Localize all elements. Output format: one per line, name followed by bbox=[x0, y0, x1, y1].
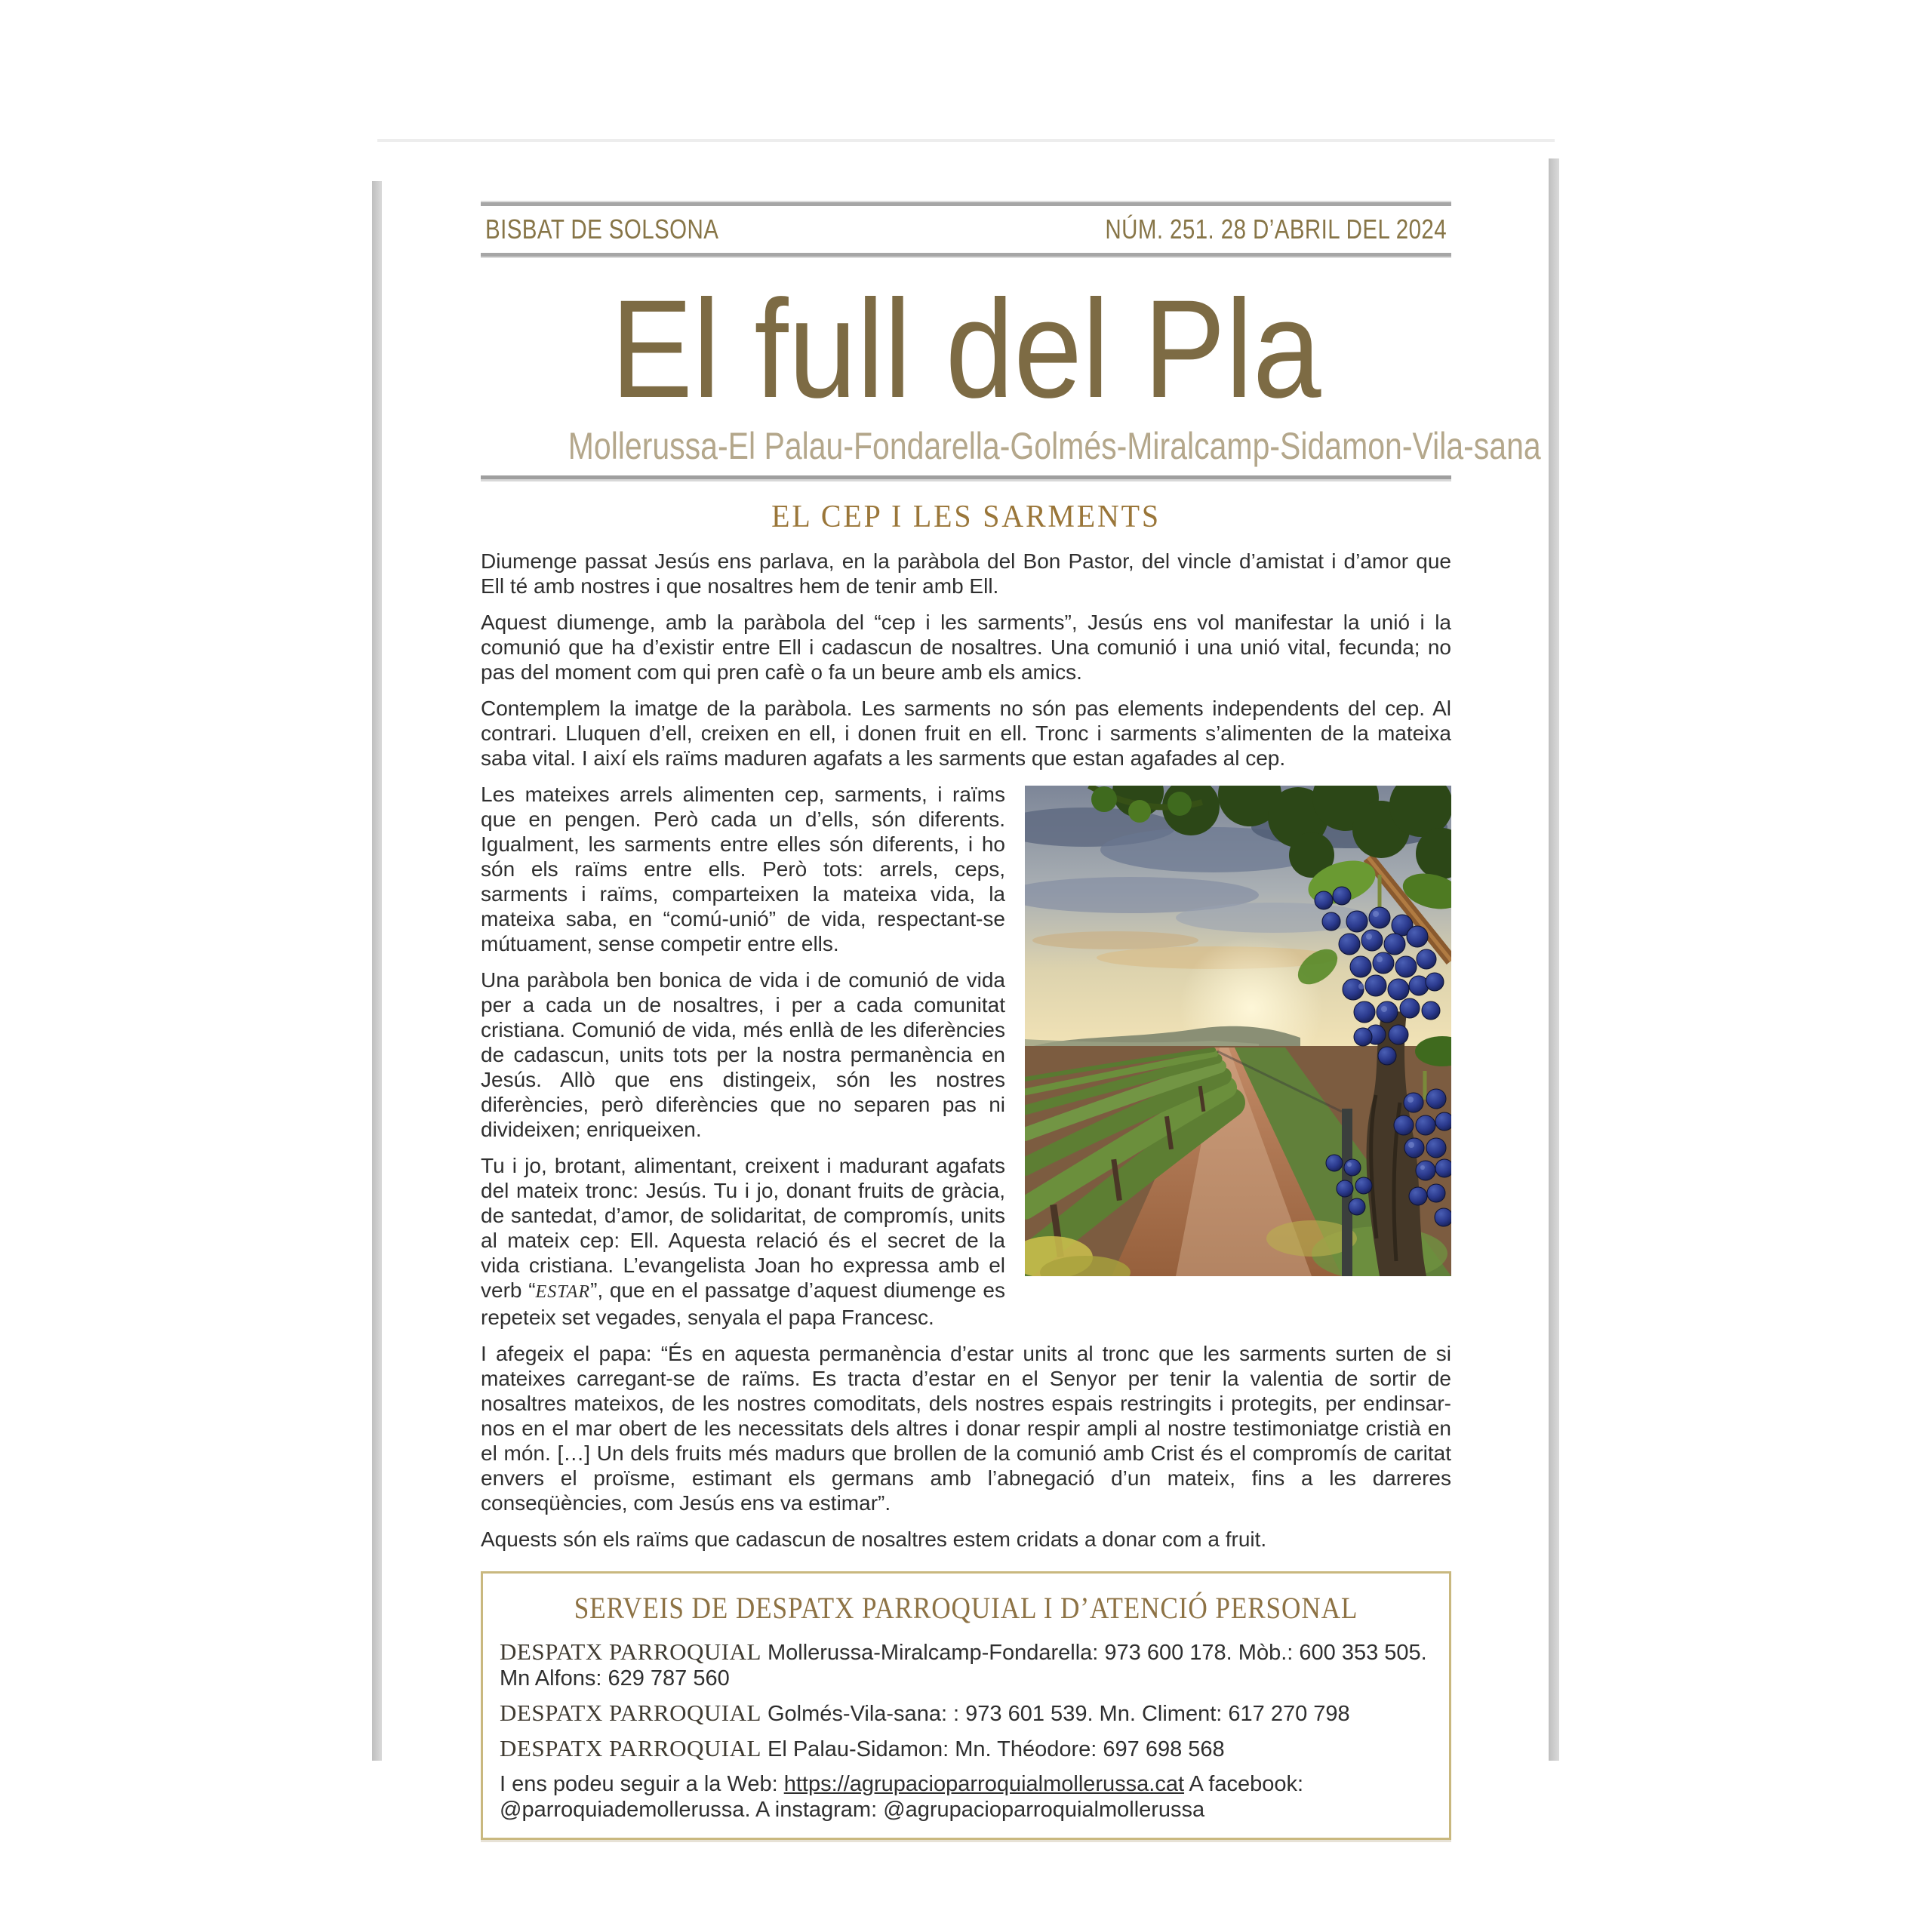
newsletter-content bbox=[481, 202, 1541, 1840]
paragraph-4 bbox=[481, 782, 1451, 956]
service-row-elpalau bbox=[500, 1736, 1432, 1762]
service-row-text: Mollerussa-Miralcamp-Fondarella: 973 600 178. Mòb.: 600 353 505. Mn Alfons: 629 787 560 bbox=[500, 1641, 1427, 1691]
paragraph-5: Una paràbola ben bonica de vida i de comunió de vida per a cada un de nosaltres, i per a cada comunitat cristiana. Comunió de vida, més enllà de les diferències de cadascun, units tots per la nostra permanència en Jesús. Allò que ens distingeix, són les nostres diferències, però diferències que no separen pas ni divideixen; enriqueixen. bbox=[481, 968, 1005, 1142]
diocese-label: BISBAT DE SOLSONA bbox=[485, 214, 719, 245]
article-body bbox=[481, 549, 1451, 1552]
service-row-mollerussa bbox=[500, 1639, 1432, 1691]
issue-date-label: NÚM. 251. 28 D’ABRIL DEL 2024 bbox=[1105, 214, 1447, 245]
page-edge-shadow-left bbox=[372, 181, 382, 1761]
services-box bbox=[481, 1571, 1451, 1840]
follow-suffix: A facebook: @parroquiademollerussa. A instagram: @agrupacioparroquialmollerussa bbox=[500, 1772, 1304, 1823]
page-edge-shadow-top bbox=[377, 139, 1555, 142]
paragraph-3: Contemplem la imatge de la paràbola. Les sarments no són pas elements independents del cep. Al contrari. Lluquen d’ell, creixen en ell, i donen fruit en ell. Tronc i sarments s’alimenten de la mateixa saba vital. I així els raïms maduren agafats a les sarments que estan agafades al cep. bbox=[481, 697, 1451, 771]
website-link[interactable]: https://agrupacioparroquialmollerussa.cat bbox=[783, 1772, 1185, 1797]
paragraph-1: Diumenge passat Jesús ens parlava, en la paràbola del Bon Pastor, del vincle d’amistat i d’amor que Ell té amb nostres i que nosaltres hem de tenir amb Ell. bbox=[481, 549, 1451, 598]
paragraph-6-lead: Tu i jo, brotant, alimentant, creixent i madurant agafats del mateix tronc: Jesús. Tu i jo, donant fruits de gràcia, de santedat, d’amor, de solidaritat, de compromís, units al mateix cep: Ell. Aquesta relació és el secret de la vida cristiana. L’evangelista Joan ho expressa amb el verb “ bbox=[481, 1154, 1005, 1303]
page-edge-shadow-right bbox=[1549, 158, 1559, 1761]
service-row-text: El Palau-Sidamon: Mn. Théodore: 697 698 568 bbox=[768, 1737, 1225, 1762]
paragraph-2: Aquest diumenge, amb la paràbola del “cep i les sarments”, Jesús ens vol manifestar la unió i la comunió que ha d’existir entre Ell i cadascun de nosaltres. Una comunió i una unió vital, fecunda; no pas del moment com qui pren cafè o fa un beure amb els amics. bbox=[481, 611, 1451, 685]
masthead-title: El full del Pla bbox=[611, 272, 1321, 427]
masthead bbox=[481, 272, 1541, 468]
estar-term: ESTAR bbox=[535, 1282, 591, 1303]
services-heading: SERVEIS DE DESPATX PARROQUIAL I D’ATENCIÓ PERSONAL bbox=[574, 1591, 1358, 1626]
masthead-rule bbox=[481, 475, 1451, 479]
article-heading: EL CEP I LES SARMENTS bbox=[771, 500, 1161, 535]
despatx-label: DESPATX PARROQUIAL bbox=[500, 1700, 761, 1727]
paragraph-6-rest: ”, que en el passatge d’aquest diumenge es repeteix set vegades, senyala el papa Francesc. bbox=[481, 1278, 1006, 1330]
follow-row bbox=[500, 1771, 1432, 1823]
masthead-subtitle: Mollerussa-El Palau-Fondarella-Golmés-Miralcamp-Sidamon-Vila-sana bbox=[568, 425, 1541, 468]
service-row-golmes bbox=[500, 1700, 1432, 1727]
service-row-text: Golmés-Vila-sana: : 973 601 539. Mn. Climent: 617 270 798 bbox=[768, 1702, 1350, 1727]
newsletter-header-bar bbox=[481, 202, 1451, 257]
follow-prefix: I ens podeu seguir a la Web: bbox=[500, 1772, 784, 1797]
despatx-label: DESPATX PARROQUIAL bbox=[500, 1638, 761, 1666]
paragraph-7: I afegeix el papa: “És en aquesta permanència d’estar units al tronc que les sarments surten de si mateixes carregant-se de raïms. Es tracta d’estar en el Senyor per tenir la valentia de sortir de nosaltres mateixos, de les nostres comoditats, dels nostres espais restringits i protegits, per endinsar-nos en el mar obert de les necessitats dels altres i donar respir ampli al nostre testimoniatge cristià en el món. […] Un dels fruits més madurs que brollen de la comunió amb Crist és el compromís de caritat envers el proïsme, estimant els germans amb l’abnegació d’un mateix, fins a les darreres conseqüències, com Jesús ens va estimar”. bbox=[481, 1342, 1451, 1515]
vineyard-grapes-photo bbox=[1025, 786, 1451, 1276]
paragraph-4-text: Les mateixes arrels alimenten cep, sarments, i raïms que en pengen. Però cada un d’ells, són diferents. Igualment, les sarments entre elles són diferents, i ho són els raïms entre ells. Però tots: arrels, ceps, sarments i raïms, comparteixen la mateixa vida, la mateixa saba, en “comú-unió” de vida, respectant-se mútuament, sense competir entre ells. bbox=[481, 783, 1005, 956]
paragraph-8: Aquests són els raïms que cadascun de nosaltres estem cridats a donar com a fruit. bbox=[481, 1527, 1267, 1552]
despatx-label: DESPATX PARROQUIAL bbox=[500, 1735, 761, 1762]
